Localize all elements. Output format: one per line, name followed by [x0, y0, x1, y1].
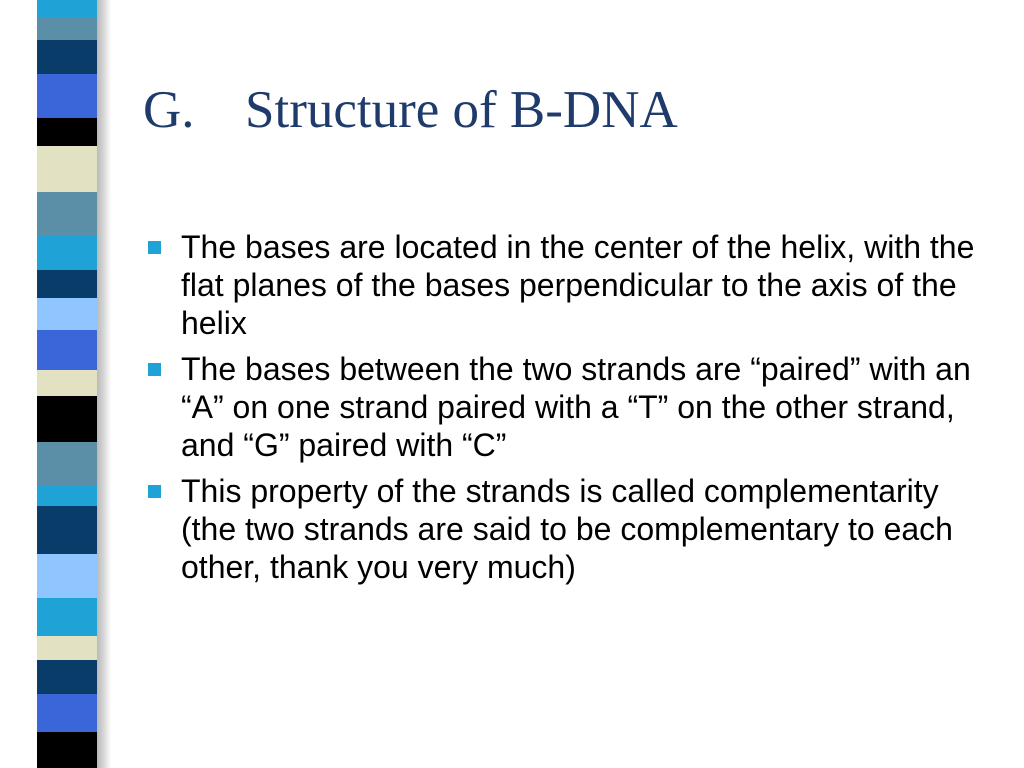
stripe-block — [37, 694, 97, 732]
stripe-block — [37, 598, 97, 636]
stripe-block — [37, 298, 97, 330]
stripe-block — [37, 636, 97, 660]
square-bullet-icon — [148, 485, 161, 498]
slide-title-number: G. — [143, 81, 195, 139]
square-bullet-icon — [148, 363, 161, 376]
stripe-block — [37, 442, 97, 486]
slide-title-text: Structure of B-DNA — [245, 81, 678, 139]
stripe-blocks — [37, 0, 97, 768]
stripe-block — [37, 18, 97, 40]
stripe-block — [37, 0, 97, 18]
stripe-shadow — [97, 0, 111, 768]
stripe-block — [37, 192, 97, 236]
bullet-item — [146, 228, 996, 342]
bullet-item — [146, 350, 996, 464]
stripe-block — [37, 554, 97, 598]
stripe-block — [37, 118, 97, 146]
bullet-list — [146, 228, 996, 594]
stripe-block — [37, 146, 97, 192]
stripe-block — [37, 236, 97, 270]
slide-title — [143, 80, 1003, 140]
stripe-block — [37, 732, 97, 768]
bullet-text: The bases are located in the center of the helix, with the flat planes of the bases perpendicular to the axis of the helix — [181, 229, 975, 341]
bullet-text: The bases between the two strands are “paired” with an “A” on one strand paired with a “T” on the other strand, and “G” paired with “C” — [181, 351, 971, 463]
stripe-block — [37, 370, 97, 396]
bullet-item — [146, 472, 996, 586]
stripe-block — [37, 506, 97, 554]
stripe-block — [37, 270, 97, 298]
stripe-block — [37, 40, 97, 74]
stripe-block — [37, 396, 97, 442]
stripe-block — [37, 486, 97, 506]
decorative-stripe — [0, 0, 120, 768]
stripe-block — [37, 660, 97, 694]
stripe-block — [37, 330, 97, 370]
bullet-text: This property of the strands is called complementarity (the two strands are said to be complementary to each other, thank you very much) — [181, 473, 953, 585]
stripe-block — [37, 74, 97, 118]
square-bullet-icon — [148, 241, 161, 254]
